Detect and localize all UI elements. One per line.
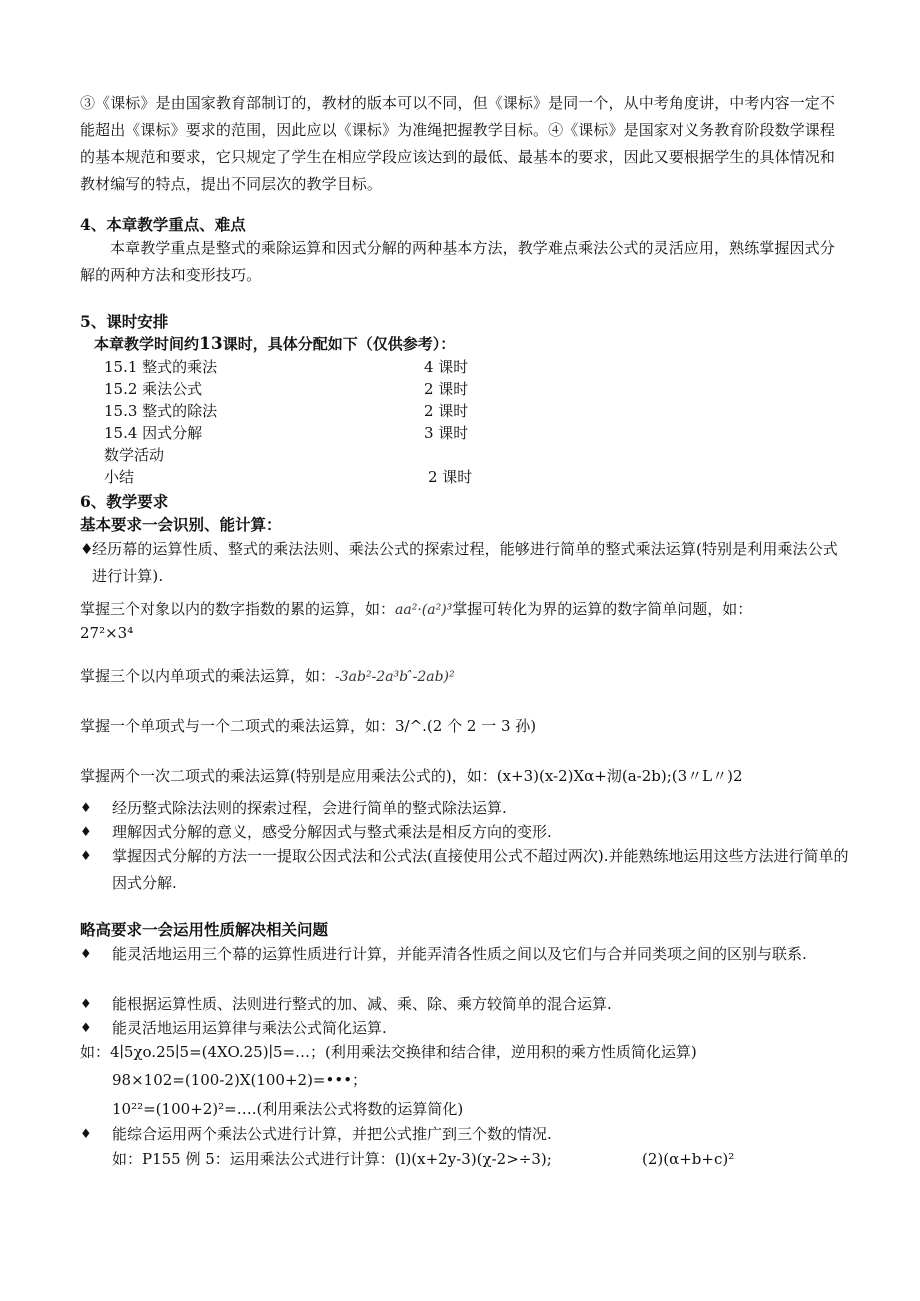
schedule-topic: 15.1 整式的乘法 [104,358,218,376]
section6-heading: 6、教学要求 [80,492,169,511]
binomial-line: 掌握两个一次二项式的乘法运算(特别是应用乘法公式的)，如：(x+3)(x-2)Xα+沏(a-2b);(3〃L〃)2 [80,767,743,785]
example-line: 98×102=(100-2)X(100+2)=•••； [112,1071,368,1089]
schedule-hours: 2 课时 [424,380,469,398]
bullet-item: 能灵活地运用运算律与乘法公式简化运算. [112,1019,387,1037]
bullet-icon: ♦ [80,1127,92,1142]
bullet-icon: ♦ [80,825,92,840]
schedule-hours: 2 课时 [424,402,469,420]
bullet-icon: ♦ [80,849,92,864]
schedule-hours: 3 课时 [424,424,469,442]
bullet-icon: ♦ [80,1021,92,1036]
power-rule-example: 27²×3⁴ [80,624,134,642]
schedule-topic: 15.3 整式的除法 [104,402,218,420]
schedule-hours: 4 课时 [424,358,469,376]
bullet-icon: ♦ [80,801,92,816]
bullet-item: 掌握因式分解的方法一一提取公因式法和公式法(直接使用公式不超过两次).并能熟练地运用这些方法进行简单的因式分解. [112,847,849,892]
schedule-topic: 15.2 乘法公式 [104,380,203,398]
bullet-icon: ♦ [80,540,94,558]
section5-subheading: 本章教学时间约13课时，具体分配如下（仅供参考）： [94,334,456,354]
bullet-item: 能灵活地运用三个幕的运算性质进行计算，并能弄清各性质之间以及它们与合并同类项之间的区别与联系. [112,945,807,963]
schedule-hours: 2 课时 [428,468,473,486]
example-line: (2)(α+b+c)² [642,1150,735,1168]
monomial-line: 掌握三个以内单项式的乘法运算，如：-3ab²-2a³b ̂-2ab)² [80,667,455,685]
monomial-binomial-line: 掌握一个单项式与一个二项式的乘法运算，如：3/^.(2 个 2 一 3 孙) [80,717,537,735]
example-line: 10²²=(100+2)²=….(利用乘法公式将数的运算简化) [112,1100,464,1118]
section5-heading: 5、课时安排 [80,312,169,331]
section4-heading: 4、本章教学重点、难点 [80,215,246,234]
bullet-item: 能综合运用两个乘法公式进行计算，并把公式推广到三个数的情况. [112,1125,552,1143]
schedule-topic: 15.4 因式分解 [104,424,203,442]
bullet-item: 能根据运算性质、法则进行整式的加、减、乘、除、乘方较简单的混合运算. [112,995,612,1013]
power-rule-line: 掌握三个对象以内的数字指数的累的运算，如：aa²·(a²)³掌握可转化为界的运算的数字简单问题，如： [80,600,753,618]
basic-requirements-heading: 基本要求一会识别、能计算： [80,515,282,534]
advanced-requirements-heading: 略高要求一会运用性质解决相关问题 [80,920,329,939]
schedule-topic: 小结 [104,468,135,486]
basic-bullet-1: 经历幕的运算性质、整式的乘法法则、乘法公式的探索过程，能够进行简单的整式乘法运算(特别是利用乘法公式进行计算). [92,540,838,585]
example-line: 如：P155 例 5：运用乘法公式进行计算：(l)(x+2y-3)(χ-2>÷3); [112,1150,552,1168]
bullet-item: 经历整式除法法则的探索过程，会进行简单的整式除法运算. [112,799,507,817]
bullet-icon: ♦ [80,997,92,1012]
example-line: 如：4∣5χo.25∣5=(4XO.25)∣5=…；(利用乘法交换律和结合律，逆用积的乘方性质简化运算) [80,1043,697,1061]
bullet-item: 理解因式分解的意义，感受分解因式与整式乘法是相反方向的变形. [112,823,552,841]
intro-paragraph: ③《课标》是由国家教育部制订的，教材的版本可以不同，但《课标》是同一个，从中考角度讲，中考内容一定不能超出《课标》要求的范围，因此应以《课标》为准绳把握教学目标。④《课标》是国家对义务教育阶段数学课程的基本规范和要求，它只规定了学生在相应学段应该达到的最低、最基本的要求，因此又要根据学生的具体情况和教材编写的特点，提出不同层次的教学目标。 [80,94,836,193]
section4-body: 本章教学重点是整式的乘除运算和因式分解的两种基本方法，教学难点乘法公式的灵活应用，熟练掌握因式分解的两种方法和变形技巧。 [80,239,835,284]
schedule-topic: 数学活动 [104,446,165,464]
bullet-icon: ♦ [80,947,92,962]
